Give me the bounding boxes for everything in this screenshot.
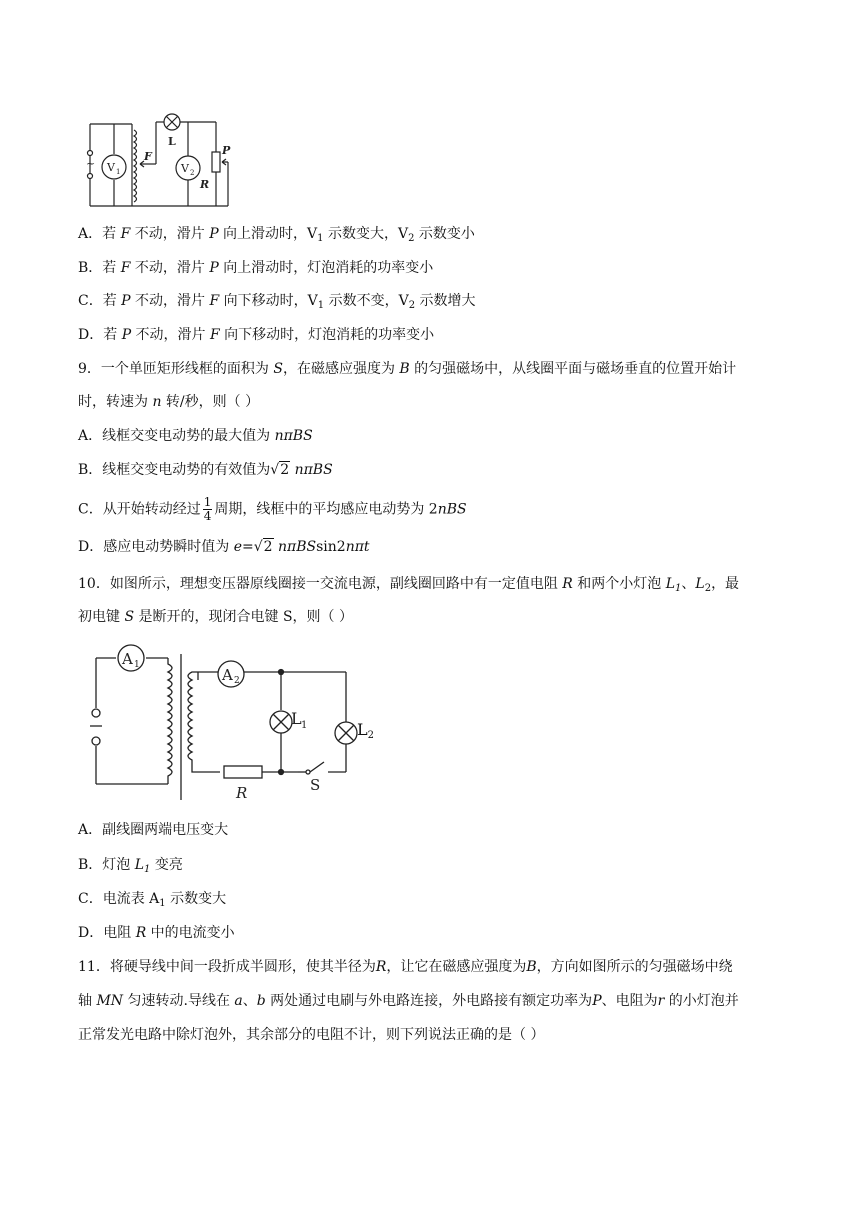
resistor-r [224,766,262,778]
q8-option-d: D．若 P 不动，滑片 F 向下移动时，灯泡消耗的功率变小 [78,327,435,343]
ac-source-label: ~ [86,157,96,170]
q10-option-b: B．灯泡 $L_1$ 变亮 [78,857,183,875]
q10-stem-line1: 10．如图所示，理想变压器原线圈接一交流电源，副线圈回路中有一定值电阻 R 和两个小灯泡 $L_1$、$L_2$，最 [78,576,740,594]
q9-option-b: B．线框交变电动势的有效值为√2 nπBS [78,462,333,478]
q10-option-d: D．电阻 R 中的电流变小 [78,925,235,941]
lamp-l1-label: L [291,709,302,728]
q11-stem-line2: 轴 MN 匀速转动.导线在 a、b 两处通过电刷与外电路连接，外电路接有额定功率为P、电阻为r 的小灯泡并 [78,993,739,1009]
svg-text:1: 1 [116,168,121,176]
switch-s-label: S [310,776,321,794]
q10-option-c: C．电流表 $A_1$ 示数变大 [78,891,227,909]
sqrt-symbol: √ [270,462,280,478]
q9-stem-line1: 9．一个单匝矩形线框的面积为 S，在磁感应强度为 B 的匀强磁场中，从线圈平面与磁场垂直的位置开始计 [78,361,737,377]
fraction-one-quarter: $\frac{1}{4}$ [203,495,212,523]
svg-text:2: 2 [190,169,195,177]
q9-option-c: C．从开始转动经过 $\frac{1}{4}$ 周期，线框中的平均感应电动势为 2nBS [78,495,467,523]
svg-text:1: 1 [301,720,308,731]
svg-text:1: 1 [134,660,140,670]
lamp-l2-label: $L_2$ [357,720,374,741]
svg-text:V: V [181,162,189,175]
q10-stem-line2: 初电键 S 是断开的，现闭合电键 S，则（ ） [78,609,353,625]
lamp-label: L [168,135,176,148]
q11-stem-line3: 正常发光电路中除灯泡外，其余部分的电阻不计，则下列说法正确的是（ ） [78,1027,545,1043]
q11-stem-line1: 11．将硬导线中间一段折成半圆形，使其半径为R，让它在磁感应强度为B，方向如图所示的匀强磁场中绕 [78,959,733,975]
q10-option-a: A．副线圈两端电压变大 [78,822,229,838]
slider-p-label: P [222,144,231,157]
svg-text:2: 2 [234,676,240,686]
q9-stem-line2: 时，转速为 n 转/秒，则（ ） [78,394,260,410]
q9-option-a: A．线框交变电动势的最大值为 nπBS [78,428,313,444]
q8-option-c: C．若 P 不动，滑片 F 向下移动时，$V_1$ 示数不变，$V_2$ 示数增大 [78,293,476,311]
q8-option-b: B．若 F 不动，滑片 P 向上滑动时，灯泡消耗的功率变小 [78,260,434,276]
resistor-r-label: R [200,178,210,191]
q9-option-d: D．感应电动势瞬时值为 e=√2 nπBSsin2nπt [78,539,370,555]
resistor-r-label: R [236,784,248,800]
sqrt-symbol: √ [253,539,263,555]
slider-f-label: F [144,150,152,163]
q10-transformer-circuit-diagram [88,640,358,800]
q8-option-a: A．若 F 不动，滑片 P 向上滑动时，$V_1$ 示数变大，$V_2$ 示数变小 [78,226,475,244]
svg-text:A: A [222,666,233,684]
svg-text:A: A [122,650,133,668]
q8-circuit-diagram [84,108,234,210]
svg-text:V: V [107,161,115,174]
